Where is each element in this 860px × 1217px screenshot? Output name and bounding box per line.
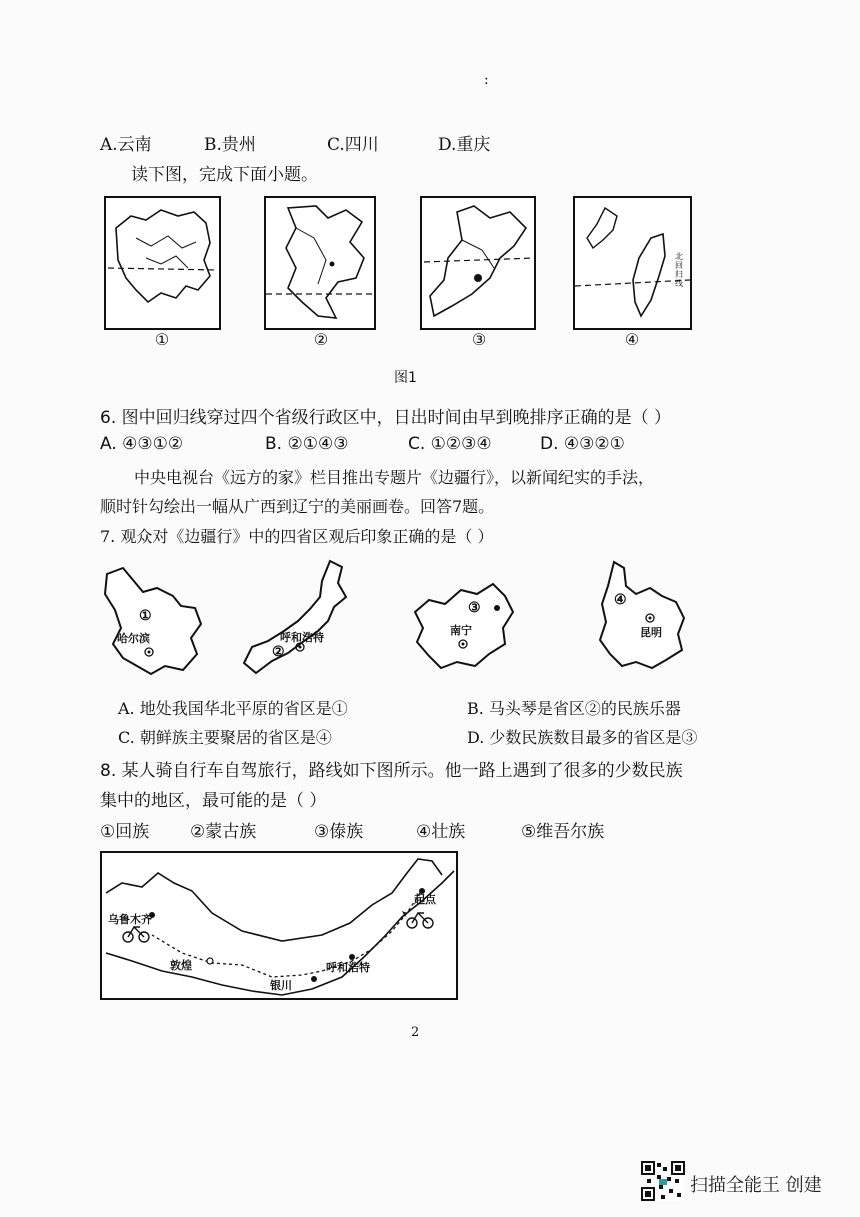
q7-map-heilongjiang [95,562,215,677]
route-yinchuan-label: 银川 [270,979,292,992]
top-mark: : [484,72,489,88]
q6-option-d: D. ④③②① [540,434,625,454]
q7-map-3-city: 南宁 [450,624,472,637]
fig1-map-2 [264,196,376,330]
q8-choice-3: ③傣族 [314,822,364,842]
fig1-intro: 读下图，完成下面小题。 [131,165,318,185]
q7-map-2-number: ② [272,644,285,660]
q5-option-b: B.贵州 [204,135,256,155]
tropic-side-label: 北回归线 [675,252,683,288]
q8-choice-4: ④壮族 [416,822,466,842]
fig1-caption: 图1 [394,370,417,386]
q8-choice-1: ①回族 [100,822,150,842]
footer-creator-text: 扫描全能王 创建 [690,1175,822,1196]
q6-stem: 6. 图中回归线穿过四个省级行政区中，日出时间由早到晚排序正确的是（ ） [100,408,672,428]
q7-map-1-city: 哈尔滨 [117,632,150,645]
q6-option-c: C. ①②③④ [408,434,492,454]
q8-stem-line-2: 集中的地区，最可能的是（ ） [100,791,327,811]
route-dunhuang-label: 敦煌 [170,959,192,972]
q7-map-3-number: ③ [468,600,481,616]
q7-option-b: B. 马头琴是省区②的民族乐器 [467,699,681,718]
q7-map-yunnan [592,556,692,674]
q7-map-inner-mongolia [238,557,358,682]
q8-route-map [100,851,458,1000]
q8-choice-2: ②蒙古族 [190,822,257,842]
q6-option-b: B. ②①④③ [265,434,349,454]
q5-option-a: A.云南 [100,135,152,155]
q7-option-d: D. 少数民族数目最多的省区是③ [467,728,698,747]
q6-option-a: A. ④③①② [100,434,184,454]
q8-stem-line-1: 8. 某人骑自行车自驾旅行，路线如下图所示。他一路上遇到了很多的少数民族 [100,761,683,781]
passage7-line-1: 中央电视台《远方的家》栏目推出专题片《边疆行》，以新闻纪实的手法， [134,468,655,487]
route-hohhot-label: 呼和浩特 [326,961,370,974]
route-urumqi-label: 乌鲁木齐 [108,913,152,926]
fig1-label-4: ④ [624,330,640,349]
q8-choice-5: ⑤维吾尔族 [521,822,605,842]
q7-map-1-number: ① [139,608,152,624]
q7-stem: 7. 观众对《边疆行》中的四省区观后印象正确的是（ ） [100,527,494,546]
q7-option-c: C. 朝鲜族主要聚居的省区是④ [118,728,332,747]
passage7-line-2: 顺时针勾绘出一幅从广西到辽宁的美丽画卷。回答7题。 [100,497,495,516]
q7-map-4-number: ④ [614,592,627,608]
q5-option-d: D.重庆 [438,135,491,155]
fig1-label-2: ② [313,330,329,349]
qr-code-icon [641,1161,685,1201]
q7-map-4-city: 昆明 [640,626,662,639]
fig1-map-1 [104,196,221,330]
fig1-label-1: ① [154,330,170,349]
route-start-label: 起点 [414,893,436,906]
page-number: 2 [411,1025,420,1040]
q7-option-a: A. 地处我国华北平原的省区是① [118,699,348,718]
fig1-label-3: ③ [471,330,487,349]
q7-map-guangxi [405,572,520,672]
q5-option-c: C.四川 [327,135,379,155]
fig1-map-4 [573,196,692,330]
q7-map-2-city: 呼和浩特 [280,631,324,644]
fig1-map-3 [420,196,536,330]
